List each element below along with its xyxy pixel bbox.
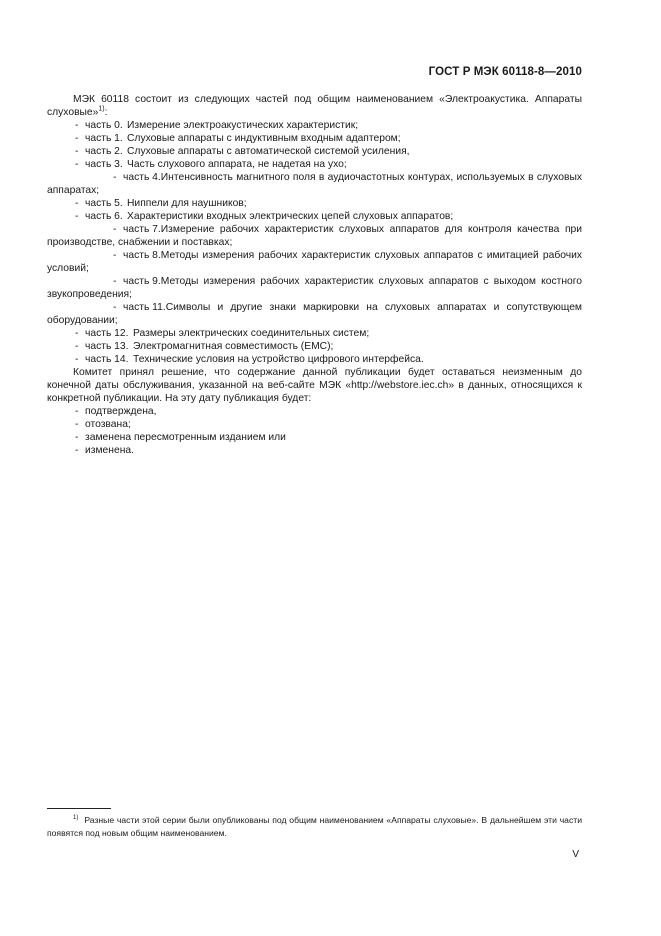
list-dash: -	[113, 224, 117, 235]
list-item	[47, 119, 582, 132]
page-number: V	[572, 849, 579, 860]
list-dash: -	[75, 133, 79, 144]
list-item	[47, 223, 582, 249]
list-item	[47, 275, 582, 301]
part-label: часть 12.	[85, 328, 129, 339]
outcomes-list	[47, 405, 582, 457]
list-dash: -	[75, 211, 79, 222]
part-text: Технические условия на устройство цифрового интерфейса.	[133, 354, 424, 365]
part-text: Измерение рабочих характеристик слуховых аппаратов для контроля качества при производстве, снабжении и поставках;	[47, 224, 582, 248]
list-item	[47, 340, 582, 353]
list-dash: -	[113, 250, 117, 261]
outcome-text: отозвана;	[85, 419, 131, 430]
part-label: часть 6.	[85, 211, 123, 222]
part-text: Интенсивность магнитного поля в аудиочастотных контурах, используемых в слуховых аппаратах;	[47, 172, 582, 196]
list-item	[47, 197, 582, 210]
part-text: Слуховые аппараты с индуктивным входным адаптером;	[127, 133, 401, 144]
list-dash: -	[75, 406, 79, 417]
part-text: Часть слухового аппарата, не надетая на ухо;	[127, 159, 347, 170]
part-label: часть 0.	[85, 120, 123, 131]
list-item	[47, 444, 582, 457]
list-item	[47, 171, 582, 197]
list-dash: -	[75, 445, 79, 456]
list-item	[47, 158, 582, 171]
footnote-text: Разные части этой серии были опубликованы под общим наименованием «Аппараты слуховые». В дальнейшем эти части появятся под новым общим наименованием.	[47, 815, 582, 838]
list-dash: -	[113, 172, 117, 183]
list-item	[47, 210, 582, 223]
list-dash: -	[75, 328, 79, 339]
part-text: Характеристики входных электрических цепей слуховых аппаратов;	[127, 211, 454, 222]
list-dash: -	[75, 159, 79, 170]
list-item	[47, 431, 582, 444]
intro-tail: :	[104, 107, 108, 118]
part-text: Электромагнитная совместимость (ЕМС);	[133, 341, 334, 352]
list-item	[47, 418, 582, 431]
part-label: часть 7.	[123, 224, 161, 235]
footnote-mark: 1)	[73, 815, 79, 822]
list-dash: -	[75, 146, 79, 157]
footnote-reference[interactable]: 1)	[98, 105, 105, 113]
part-label: часть 5.	[85, 198, 123, 209]
part-label: часть 11.	[123, 302, 166, 313]
part-label: часть 1.	[85, 133, 123, 144]
list-dash: -	[75, 198, 79, 209]
part-label: часть 9.	[123, 276, 161, 287]
intro-paragraph	[47, 93, 582, 119]
part-label: часть 4.	[123, 172, 161, 183]
list-item	[47, 249, 582, 275]
document-header: ГОСТ Р МЭК 60118-8—2010	[428, 66, 582, 78]
part-text: Ниппели для наушников;	[127, 198, 247, 209]
list-item	[47, 132, 582, 145]
decision-paragraph: Комитет принял решение, что содержание данной публикации будет оставаться неизменным до конечной даты обслуживания, указанной на веб-сайте МЭК «http://webstore.iec.ch» в данных, относящихся к конкретной публикации. На эту дату публикация будет:	[47, 367, 582, 404]
part-label: часть 13.	[85, 341, 129, 352]
list-dash: -	[75, 354, 79, 365]
list-item	[47, 327, 582, 340]
part-label: часть 3.	[85, 159, 123, 170]
list-item	[47, 301, 582, 327]
list-dash: -	[113, 302, 117, 313]
part-label: часть 8.	[123, 250, 161, 261]
part-text: Измерение электроакустических характеристик;	[127, 120, 359, 131]
list-dash: -	[75, 120, 79, 131]
part-label: часть 14.	[85, 354, 129, 365]
part-text: Методы измерения рабочих характеристик слуховых аппаратов с выходом костного звукопроведения;	[47, 276, 582, 300]
main-content	[47, 93, 582, 457]
outcome-text: заменена пересмотренным изданием или	[85, 432, 286, 443]
footnote-divider	[47, 808, 111, 809]
outcome-text: подтверждена,	[85, 406, 157, 417]
list-dash: -	[113, 276, 117, 287]
part-text: Слуховые аппараты с автоматической системой усиления,	[127, 146, 410, 157]
outcome-text: изменена.	[85, 445, 134, 456]
list-item	[47, 405, 582, 418]
parts-list	[47, 119, 582, 366]
part-text: Символы и другие знаки маркировки на слуховых аппаратах и сопутствующем оборудовании;	[47, 302, 582, 326]
part-text: Размеры электрических соединительных систем;	[133, 328, 370, 339]
list-dash: -	[75, 341, 79, 352]
list-item	[47, 145, 582, 158]
footnote	[47, 814, 582, 840]
intro-text: МЭК 60118 состоит из следующих частей под общим наименованием «Электроакустика. Аппараты слуховые»	[47, 94, 582, 118]
part-text: Методы измерения рабочих характеристик слуховых аппаратов с имитацией рабочих условий;	[47, 250, 582, 274]
part-label: часть 2.	[85, 146, 123, 157]
list-dash: -	[75, 419, 79, 430]
list-item	[47, 353, 582, 366]
list-dash: -	[75, 432, 79, 443]
